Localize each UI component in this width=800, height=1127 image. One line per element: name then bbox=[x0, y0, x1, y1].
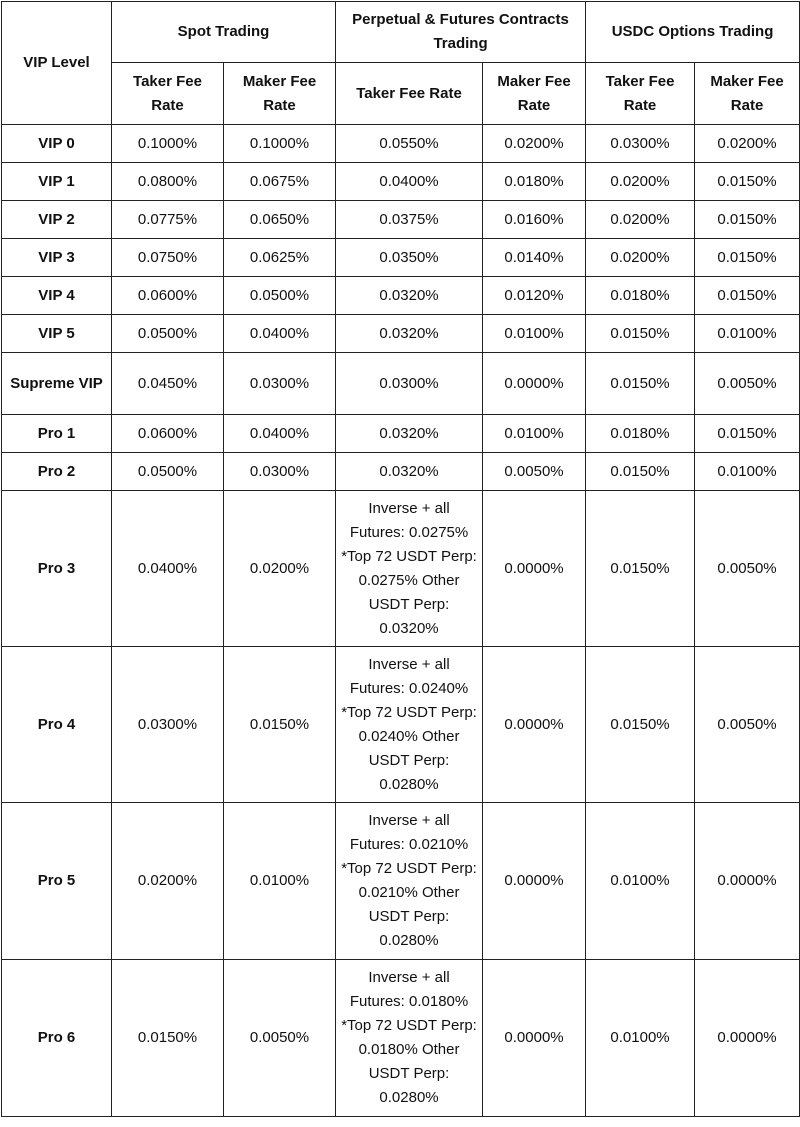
cell-level: Pro 6 bbox=[2, 960, 112, 1117]
cell-opt-taker: 0.0150% bbox=[586, 353, 695, 415]
cell-opt-taker: 0.0100% bbox=[586, 803, 695, 960]
table-row bbox=[2, 415, 800, 453]
cell-perp-taker: 0.0320% bbox=[336, 315, 483, 353]
cell-level: VIP 4 bbox=[2, 277, 112, 315]
cell-perp-maker: 0.0200% bbox=[483, 125, 586, 163]
cell-opt-maker: 0.0000% bbox=[695, 960, 800, 1117]
table-row bbox=[2, 803, 800, 960]
cell-level: Pro 2 bbox=[2, 453, 112, 491]
cell-level: Pro 4 bbox=[2, 647, 112, 803]
table-row bbox=[2, 960, 800, 1117]
cell-spot-maker: 0.0400% bbox=[224, 315, 336, 353]
cell-spot-taker: 0.0500% bbox=[112, 315, 224, 353]
cell-level: VIP 2 bbox=[2, 201, 112, 239]
header-perp-futures-trading: Perpetual & Futures Contracts Trading bbox=[336, 2, 586, 63]
header-spot-trading: Spot Trading bbox=[112, 2, 336, 63]
cell-level: VIP 1 bbox=[2, 163, 112, 201]
cell-level: VIP 0 bbox=[2, 125, 112, 163]
cell-perp-taker: 0.0320% bbox=[336, 453, 483, 491]
table-row bbox=[2, 315, 800, 353]
cell-opt-maker: 0.0050% bbox=[695, 491, 800, 647]
header-vip-level: VIP Level bbox=[2, 2, 112, 125]
cell-opt-maker: 0.0100% bbox=[695, 453, 800, 491]
cell-spot-maker: 0.0625% bbox=[224, 239, 336, 277]
cell-opt-taker: 0.0150% bbox=[586, 647, 695, 803]
header-usdc-options-trading: USDC Options Trading bbox=[586, 2, 800, 63]
header-row-rates bbox=[2, 63, 800, 125]
cell-opt-maker: 0.0150% bbox=[695, 163, 800, 201]
cell-opt-maker: 0.0150% bbox=[695, 239, 800, 277]
cell-spot-maker: 0.0300% bbox=[224, 453, 336, 491]
cell-spot-taker: 0.0600% bbox=[112, 277, 224, 315]
cell-spot-taker: 0.0300% bbox=[112, 647, 224, 803]
cell-opt-taker: 0.0300% bbox=[586, 125, 695, 163]
cell-spot-taker: 0.0600% bbox=[112, 415, 224, 453]
header-opt-taker: Taker Fee Rate bbox=[586, 63, 695, 125]
cell-opt-taker: 0.0180% bbox=[586, 415, 695, 453]
cell-spot-maker: 0.0650% bbox=[224, 201, 336, 239]
cell-perp-maker: 0.0000% bbox=[483, 960, 586, 1117]
cell-perp-taker: 0.0375% bbox=[336, 201, 483, 239]
cell-level: Supreme VIP bbox=[2, 353, 112, 415]
cell-perp-maker: 0.0140% bbox=[483, 239, 586, 277]
cell-opt-taker: 0.0150% bbox=[586, 315, 695, 353]
header-perp-maker: Maker Fee Rate bbox=[483, 63, 586, 125]
cell-perp-maker: 0.0000% bbox=[483, 491, 586, 647]
cell-perp-taker: Inverse + all Futures: 0.0240% *Top 72 USDT Perp: 0.0240% Other USDT Perp: 0.0280% bbox=[336, 647, 483, 803]
cell-perp-taker: Inverse + all Futures: 0.0210% *Top 72 USDT Perp: 0.0210% Other USDT Perp: 0.0280% bbox=[336, 803, 483, 960]
cell-spot-taker: 0.0450% bbox=[112, 353, 224, 415]
cell-opt-taker: 0.0180% bbox=[586, 277, 695, 315]
cell-opt-taker: 0.0100% bbox=[586, 960, 695, 1117]
cell-opt-maker: 0.0050% bbox=[695, 353, 800, 415]
cell-perp-maker: 0.0000% bbox=[483, 803, 586, 960]
cell-opt-maker: 0.0150% bbox=[695, 201, 800, 239]
cell-perp-taker: 0.0320% bbox=[336, 415, 483, 453]
cell-perp-maker: 0.0120% bbox=[483, 277, 586, 315]
table-row bbox=[2, 277, 800, 315]
table-row bbox=[2, 647, 800, 803]
header-row-groups bbox=[2, 2, 800, 63]
cell-perp-taker: 0.0400% bbox=[336, 163, 483, 201]
cell-perp-maker: 0.0180% bbox=[483, 163, 586, 201]
cell-spot-maker: 0.1000% bbox=[224, 125, 336, 163]
header-opt-maker: Maker Fee Rate bbox=[695, 63, 800, 125]
cell-spot-maker: 0.0200% bbox=[224, 491, 336, 647]
cell-opt-maker: 0.0050% bbox=[695, 647, 800, 803]
cell-opt-maker: 0.0150% bbox=[695, 277, 800, 315]
cell-spot-maker: 0.0500% bbox=[224, 277, 336, 315]
cell-spot-maker: 0.0675% bbox=[224, 163, 336, 201]
cell-opt-maker: 0.0150% bbox=[695, 415, 800, 453]
cell-perp-maker: 0.0160% bbox=[483, 201, 586, 239]
cell-level: VIP 5 bbox=[2, 315, 112, 353]
cell-perp-taker: 0.0300% bbox=[336, 353, 483, 415]
cell-perp-taker: Inverse + all Futures: 0.0275% *Top 72 USDT Perp: 0.0275% Other USDT Perp: 0.0320% bbox=[336, 491, 483, 647]
cell-spot-maker: 0.0400% bbox=[224, 415, 336, 453]
table-row bbox=[2, 491, 800, 647]
cell-opt-taker: 0.0150% bbox=[586, 491, 695, 647]
table-body bbox=[2, 125, 800, 1117]
table-row bbox=[2, 201, 800, 239]
cell-opt-maker: 0.0000% bbox=[695, 803, 800, 960]
table-row bbox=[2, 125, 800, 163]
table-row bbox=[2, 163, 800, 201]
cell-spot-taker: 0.0200% bbox=[112, 803, 224, 960]
table-row bbox=[2, 239, 800, 277]
fee-rate-table bbox=[1, 1, 800, 1117]
cell-spot-taker: 0.0775% bbox=[112, 201, 224, 239]
cell-level: Pro 3 bbox=[2, 491, 112, 647]
cell-perp-maker: 0.0100% bbox=[483, 415, 586, 453]
cell-spot-taker: 0.0750% bbox=[112, 239, 224, 277]
cell-perp-maker: 0.0000% bbox=[483, 353, 586, 415]
cell-opt-maker: 0.0200% bbox=[695, 125, 800, 163]
cell-perp-taker: Inverse + all Futures: 0.0180% *Top 72 USDT Perp: 0.0180% Other USDT Perp: 0.0280% bbox=[336, 960, 483, 1117]
cell-opt-taker: 0.0150% bbox=[586, 453, 695, 491]
cell-opt-taker: 0.0200% bbox=[586, 201, 695, 239]
cell-level: Pro 5 bbox=[2, 803, 112, 960]
header-perp-taker: Taker Fee Rate bbox=[336, 63, 483, 125]
cell-level: Pro 1 bbox=[2, 415, 112, 453]
cell-spot-maker: 0.0150% bbox=[224, 647, 336, 803]
header-spot-maker: Maker Fee Rate bbox=[224, 63, 336, 125]
cell-spot-taker: 0.0150% bbox=[112, 960, 224, 1117]
cell-spot-taker: 0.1000% bbox=[112, 125, 224, 163]
header-spot-taker: Taker Fee Rate bbox=[112, 63, 224, 125]
cell-spot-taker: 0.0400% bbox=[112, 491, 224, 647]
cell-perp-maker: 0.0100% bbox=[483, 315, 586, 353]
cell-spot-taker: 0.0800% bbox=[112, 163, 224, 201]
cell-perp-maker: 0.0050% bbox=[483, 453, 586, 491]
table-row bbox=[2, 453, 800, 491]
cell-spot-maker: 0.0050% bbox=[224, 960, 336, 1117]
cell-perp-taker: 0.0320% bbox=[336, 277, 483, 315]
cell-spot-taker: 0.0500% bbox=[112, 453, 224, 491]
cell-opt-taker: 0.0200% bbox=[586, 239, 695, 277]
cell-spot-maker: 0.0300% bbox=[224, 353, 336, 415]
cell-perp-taker: 0.0350% bbox=[336, 239, 483, 277]
cell-level: VIP 3 bbox=[2, 239, 112, 277]
cell-opt-maker: 0.0100% bbox=[695, 315, 800, 353]
cell-perp-taker: 0.0550% bbox=[336, 125, 483, 163]
table-row bbox=[2, 353, 800, 415]
cell-opt-taker: 0.0200% bbox=[586, 163, 695, 201]
cell-perp-maker: 0.0000% bbox=[483, 647, 586, 803]
cell-spot-maker: 0.0100% bbox=[224, 803, 336, 960]
